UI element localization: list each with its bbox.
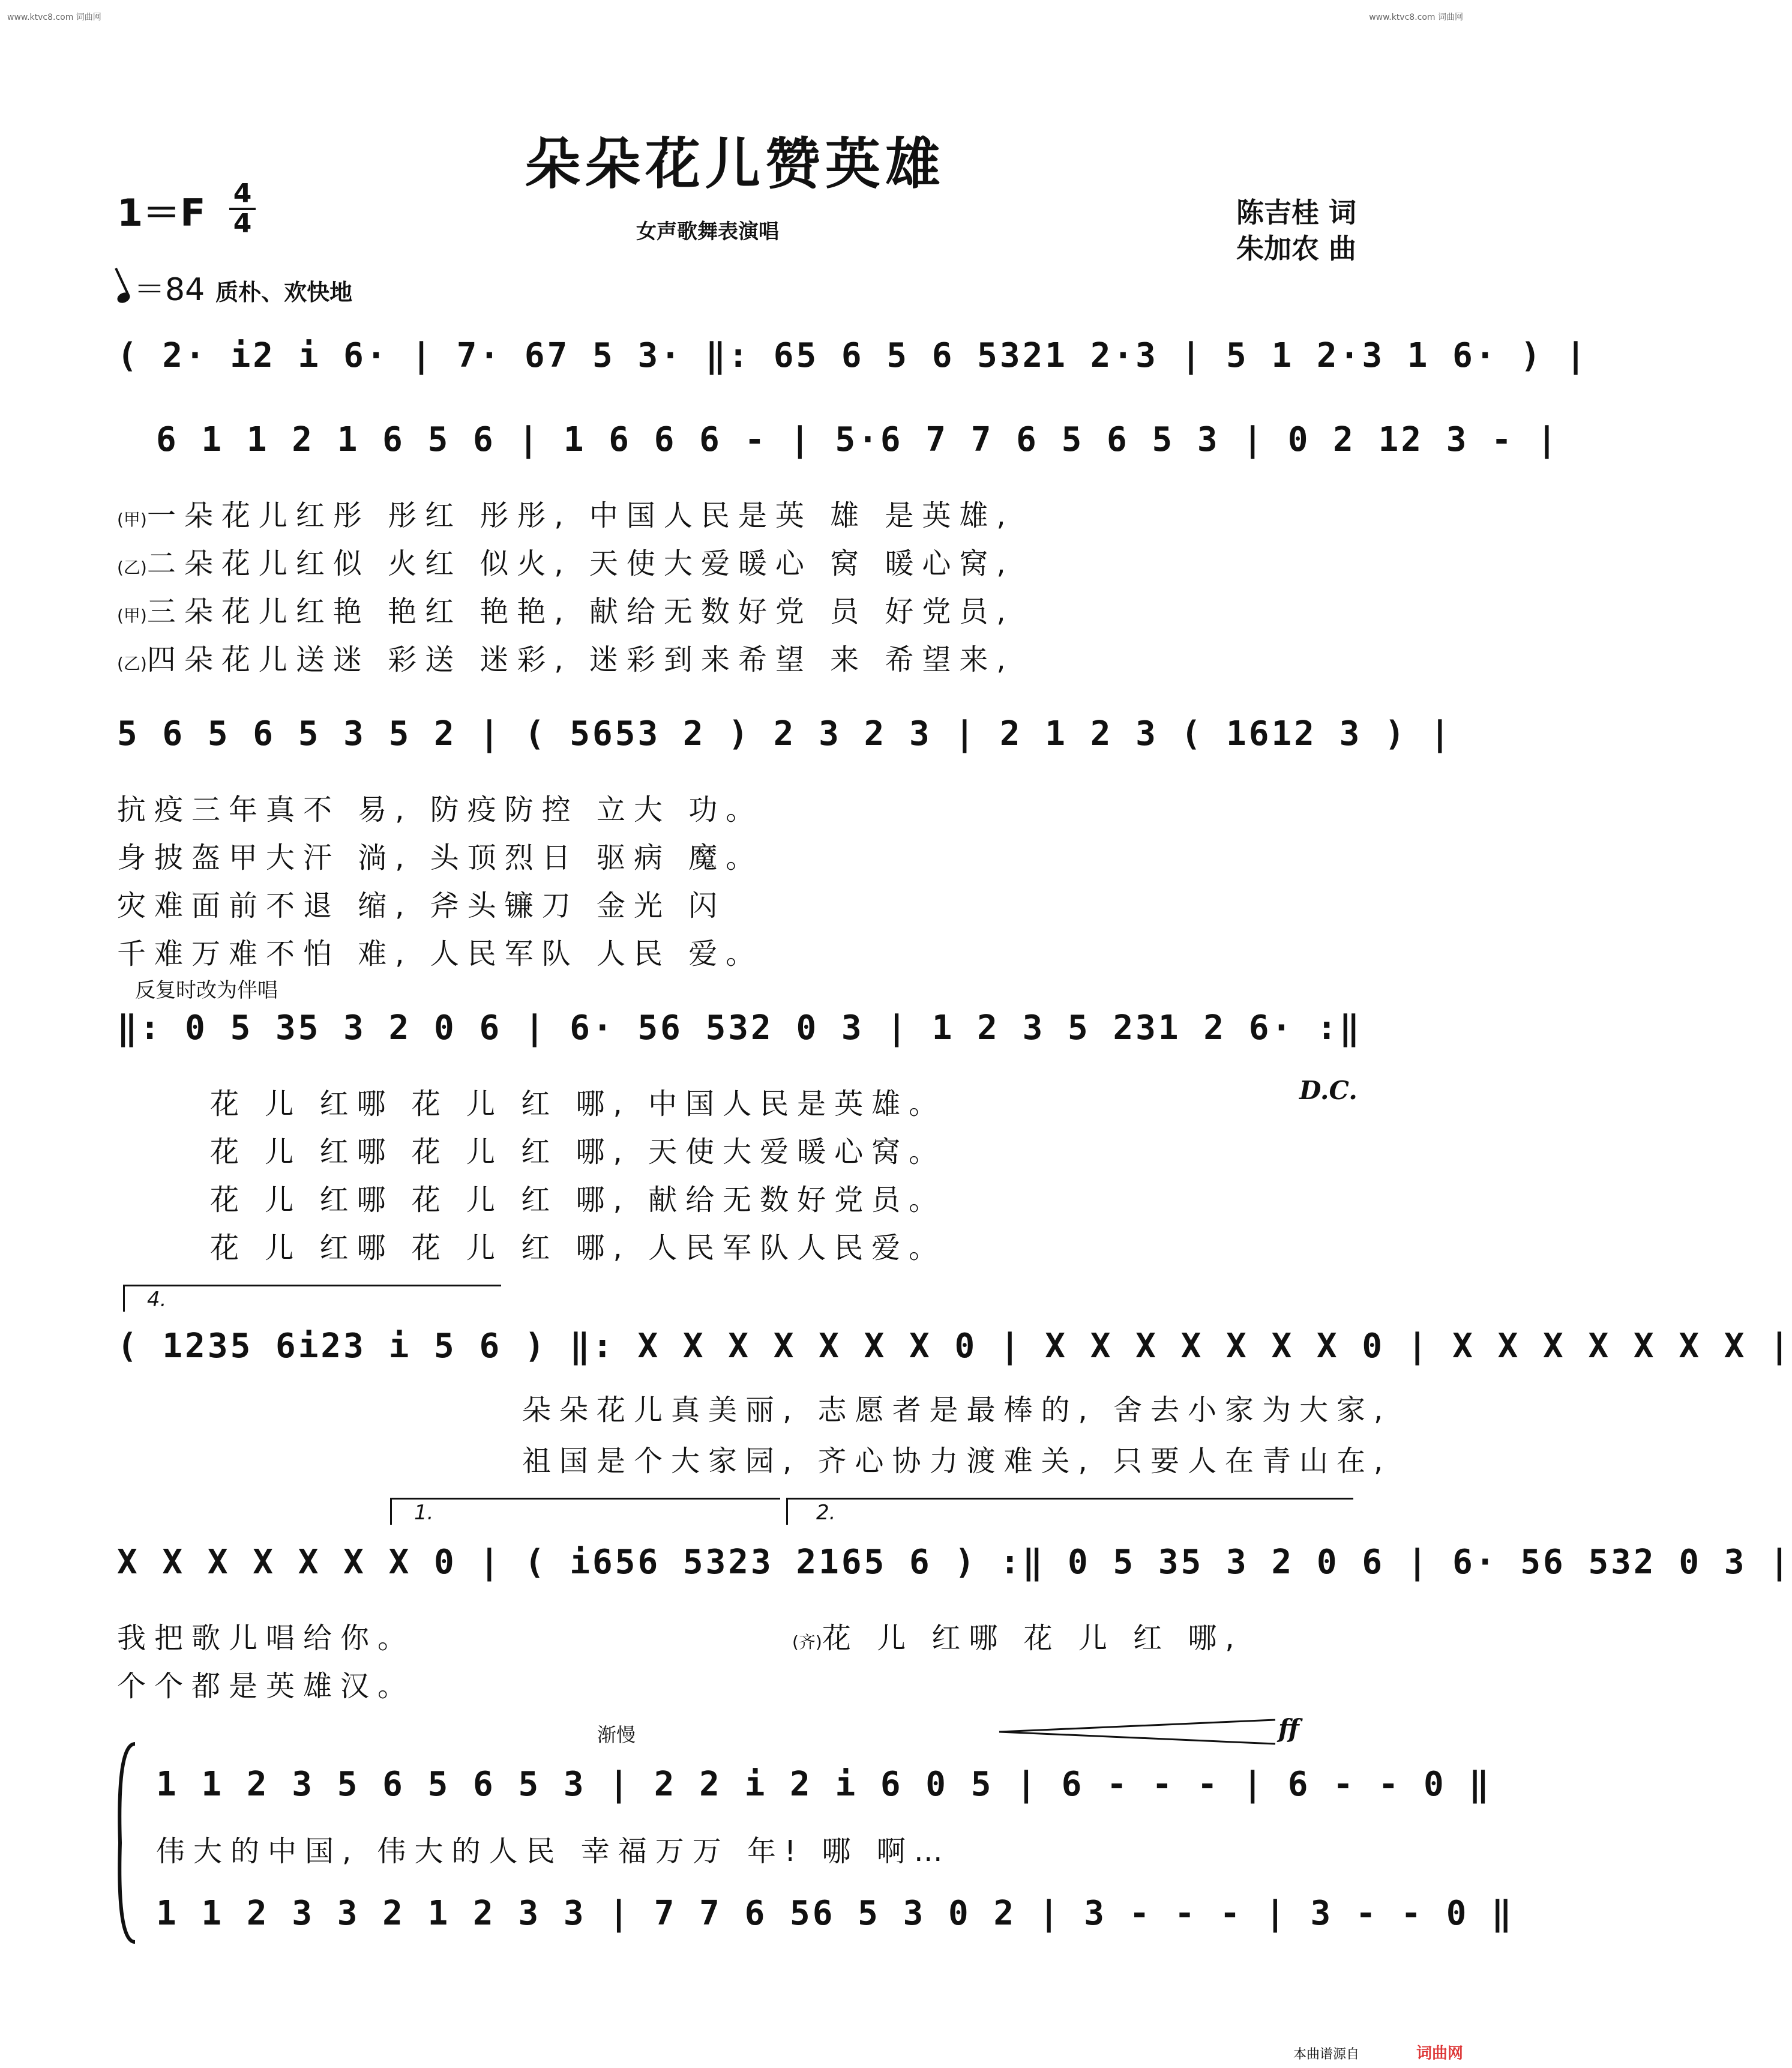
tempo-value: ＝84: [134, 272, 205, 308]
verse1-line-1: [117, 492, 1014, 534]
part-tag: (甲): [117, 606, 147, 626]
verse2-line-2: 身披盔甲大汗 淌, 头顶烈日 驱病 魔。: [117, 841, 763, 875]
lyricist: 陈吉桂 词: [1236, 196, 1356, 229]
rap-line-2: 祖国是个大家园, 齐心协力渡难关, 只要人在青山在,: [522, 1444, 1392, 1478]
lyric-text: 四朵花儿送迷 彩送 迷彩, 迷彩到来希望 来 希望来,: [146, 643, 1014, 677]
song-title: 朵朵花儿赞英雄: [525, 131, 945, 196]
volta-1-label: 1.: [414, 1501, 434, 1525]
lyric-text: 花 儿 红哪 花 儿 红 哪,: [822, 1621, 1243, 1655]
part-tag: (齐): [792, 1632, 822, 1652]
rap-line-4: 个个都是英雄汉。: [117, 1669, 415, 1703]
fortissimo: ff: [1278, 1714, 1299, 1743]
volta-4-label: 4.: [147, 1288, 167, 1312]
time-signature: [229, 180, 256, 238]
time-bottom: 4: [233, 208, 252, 239]
staff-line-8: 1 1 2 3 3 2 1 2 3 3 | 7 7 6 56 5 3 0 2 | 3 - - - | 3 - - 0 ‖: [156, 1894, 1514, 1933]
tempo-marking: [117, 264, 352, 309]
volta-4-hook: [123, 1285, 125, 1312]
part-tag: (乙): [117, 654, 147, 674]
volta-1-bracket: [390, 1498, 780, 1500]
verse2-line-3: 灾难面前不退 缩, 斧头镰刀 金光 闪: [117, 889, 726, 923]
verse2-line-4: 千难万难不怕 难, 人民军队 人民 爱。: [117, 937, 763, 971]
quarter-note-icon: [116, 291, 132, 305]
volta-4-bracket: [123, 1285, 501, 1286]
performance-type: 女声歌舞表演唱: [636, 220, 779, 244]
key-signature: 1＝F: [117, 191, 206, 235]
staff-line-4: ‖: 0 5 35 3 2 0 6 | 6· 56 532 0 3 | 1 2 3 5 231 2 6· :‖: [117, 1008, 1362, 1048]
system-brace: [114, 1741, 138, 1945]
site-watermark-right: www.ktvc8.com 词曲网: [1369, 13, 1463, 22]
mood: 质朴、欢快地: [215, 279, 353, 306]
footer-site: 词曲网: [1416, 2045, 1464, 2063]
verse2-line-1: 抗疫三年真不 易, 防疫防控 立大 功。: [117, 793, 763, 827]
volta-1-hook: [390, 1498, 392, 1525]
staff-line-6: X X X X X X X 0 | ( i656 5323 2165 6 ) :‖ 0 5 35 3 2 0 6 | 6· 56 532 0 3 |: [117, 1543, 1792, 1582]
site-watermark-left: www.ktvc8.com 词曲网: [7, 13, 101, 22]
chorus-repeat: [792, 1615, 1243, 1656]
staff-line-7: 1 1 2 3 5 6 5 6 5 3 | 2 2 i 2 i 6 0 5 | 6 - - - | 6 - - 0 ‖: [156, 1765, 1492, 1804]
repeat-note: 反复时改为伴唱: [135, 978, 278, 1002]
chorus-line-4: 花 儿 红哪 花 儿 红 哪, 人民军队人民爱。: [210, 1231, 946, 1265]
staff-line-5: ( 1235 6i23 i 5 6 ) ‖: X X X X X X X 0 | X X X X X X X 0 | X X X X X X X |: [117, 1327, 1792, 1366]
volta-2-label: 2.: [816, 1501, 836, 1525]
coda-lyric: 伟大的中国, 伟大的人民 幸福万万 年! 哪 啊…: [156, 1834, 951, 1868]
ritardando: 渐慢: [597, 1723, 636, 1746]
volta-2-hook: [786, 1498, 788, 1525]
staff-line-3: 5 6 5 6 5 3 5 2 | ( 5653 2 ) 2 3 2 3 | 2 1 2 3 ( 1612 3 ) |: [117, 714, 1453, 753]
part-tag: (甲): [117, 510, 147, 529]
lyric-text: 一朵花儿红彤 彤红 彤彤, 中国人民是英 雄 是英雄,: [146, 499, 1014, 532]
rap-line-1: 朵朵花儿真美丽, 志愿者是最棒的, 舍去小家为大家,: [522, 1393, 1392, 1427]
verse1-line-3: [117, 588, 1014, 630]
da-capo: D.C.: [1299, 1076, 1358, 1105]
verse1-line-2: [117, 540, 1014, 582]
composer: 朱加农 曲: [1236, 232, 1356, 265]
time-top: 4: [233, 178, 252, 209]
chorus-line-1: 花 儿 红哪 花 儿 红 哪, 中国人民是英雄。: [210, 1087, 946, 1121]
crescendo-hairpin: [999, 1717, 1275, 1747]
volta-2-bracket: [786, 1498, 1353, 1500]
chorus-line-2: 花 儿 红哪 花 儿 红 哪, 天使大爱暖心窝。: [210, 1135, 946, 1169]
chorus-line-3: 花 儿 红哪 花 儿 红 哪, 献给无数好党员。: [210, 1183, 946, 1217]
lyric-text: 二朵花儿红似 火红 似火, 天使大爱暖心 窝 暖心窝,: [146, 547, 1014, 580]
part-tag: (乙): [117, 558, 147, 577]
staff-line-1: ( 2· i2 i 6· | 7· 67 5 3· ‖: 65 6 5 6 5321 2·3 | 5 1 2·3 1 6· ) |: [117, 336, 1589, 375]
verse1-line-4: [117, 636, 1014, 678]
rap-line-3: 我把歌儿唱给你。: [117, 1621, 415, 1655]
lyric-text: 三朵花儿红艳 艳红 艳艳, 献给无数好党 员 好党员,: [146, 595, 1014, 629]
staff-line-2: 6 1 1 2 1 6 5 6 | 1 6 6 6 - | 5·6 7 7 6 5 6 5 3 | 0 2 12 3 - |: [156, 420, 1560, 459]
footer-source: 本曲谱源自: [1293, 2047, 1360, 2062]
